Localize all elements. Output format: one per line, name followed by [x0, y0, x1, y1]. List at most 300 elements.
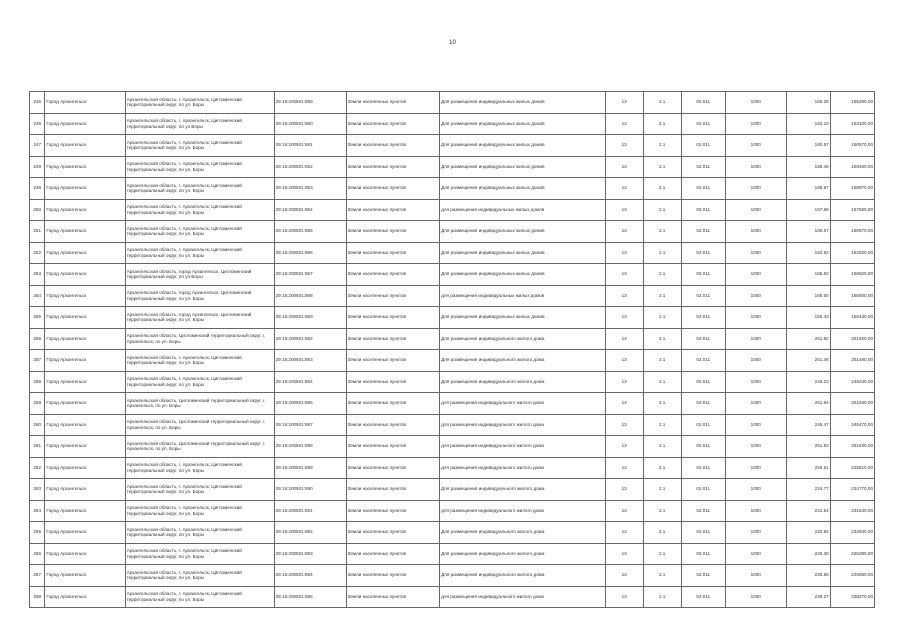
date-cell: 02.011: [681, 500, 725, 522]
code-cell: 13: [605, 242, 643, 264]
permitted-use-cell: для размещения индивидуального жилого дома: [440, 500, 606, 522]
table-row: [30, 522, 875, 544]
permitted-use-cell: Для размещения индивидуальных жилых домов: [440, 135, 606, 157]
address-cell: Архангельская область, Цигломенский территориальный округ, г. Архангельск, по ул. Боры: [125, 436, 274, 458]
land-category-cell: Земли населенных пунктов: [346, 264, 440, 286]
cadastral-number-cell: 29:16:200501:888: [274, 436, 346, 458]
group-cell: 2.1: [643, 371, 681, 393]
area-cell: 245.47: [786, 414, 830, 436]
total-cell: 231540,00: [830, 500, 874, 522]
area-cell: 165.28: [786, 92, 830, 114]
permitted-use-cell: для размещения индивидуальных жилых домов: [440, 199, 606, 221]
land-category-cell: Земли населенных пунктов: [346, 242, 440, 264]
area-cell: 166.82: [786, 264, 830, 286]
date-cell: 02.011: [681, 113, 725, 135]
permitted-use-cell: для размещения индивидуального жилого дома: [440, 457, 606, 479]
date-cell: 02.011: [681, 522, 725, 544]
group-cell: 2.1: [643, 436, 681, 458]
rate-cell: 1000: [725, 307, 786, 329]
area-cell: 232.94: [786, 522, 830, 544]
total-cell: 158460,00: [830, 156, 874, 178]
rate-cell: 1000: [725, 135, 786, 157]
row-number: 260: [30, 414, 45, 436]
land-category-cell: Земли населенных пунктов: [346, 436, 440, 458]
group-cell: 2.1: [643, 178, 681, 200]
table-row: [30, 457, 875, 479]
total-cell: 246230,00: [830, 371, 874, 393]
row-number: 251: [30, 221, 45, 243]
permitted-use-cell: Для размещения индивидуальных жилых домов: [440, 264, 606, 286]
row-number: 259: [30, 393, 45, 415]
cadastral-number-cell: 29:16:200501:895: [274, 586, 346, 608]
land-category-cell: Земли населенных пунктов: [346, 543, 440, 565]
code-cell: 13: [605, 307, 643, 329]
land-category-cell: Земли населенных пунктов: [346, 479, 440, 501]
rate-cell: 1000: [725, 457, 786, 479]
permitted-use-cell: Для размещения индивидуальных жилых домов: [440, 221, 606, 243]
group-cell: 2.1: [643, 92, 681, 114]
group-cell: 2.1: [643, 479, 681, 501]
rate-cell: 1000: [725, 92, 786, 114]
row-number: 252: [30, 242, 45, 264]
area-cell: 251.92: [786, 328, 830, 350]
cadastral-number-cell: 29:16:200501:893: [274, 543, 346, 565]
table-row: [30, 113, 875, 135]
area-cell: 163.10: [786, 113, 830, 135]
code-cell: 13: [605, 264, 643, 286]
cadastral-number-cell: 29:16:200501:887: [274, 414, 346, 436]
table-row: [30, 242, 875, 264]
address-cell: Архангельская область, г. Архангельск, Цигломенский территориальный округ, по ул. Боры: [125, 221, 274, 243]
rate-cell: 1000: [725, 436, 786, 458]
date-cell: 02.011: [681, 371, 725, 393]
address-cell: Архангельская область, Цигломенский территориальный округ, г. Архангельск, по ул. Боры: [125, 414, 274, 436]
rate-cell: 1000: [725, 500, 786, 522]
group-cell: 2.1: [643, 500, 681, 522]
address-cell: Архангельская область, г. Архангельск, Цигломенский территориальный округ, по ул. Боры: [125, 543, 274, 565]
total-cell: 167660,00: [830, 199, 874, 221]
row-number: 266: [30, 543, 45, 565]
cadastral-number-cell: 29:16:200501:886: [274, 393, 346, 415]
code-cell: 13: [605, 178, 643, 200]
address-cell: Архангельская область, г. Архангельск, Цигломенский территориальный округ, по ул.Боры: [125, 113, 274, 135]
rate-cell: 1000: [725, 221, 786, 243]
rate-cell: 1000: [725, 264, 786, 286]
row-number: 263: [30, 479, 45, 501]
total-cell: 224770,00: [830, 479, 874, 501]
address-cell: Архангельская область, г. Архангельск, Цигломенский территориальный округ, по ул. Боры: [125, 500, 274, 522]
table-row: [30, 221, 875, 243]
area-cell: 224.77: [786, 479, 830, 501]
date-cell: 02.011: [681, 565, 725, 587]
cadastral-number-cell: 29:16:200501:891: [274, 500, 346, 522]
row-number: 264: [30, 500, 45, 522]
area-cell: 251.48: [786, 350, 830, 372]
municipality-cell: Город Архангельск: [45, 264, 125, 286]
municipality-cell: Город Архангельск: [45, 522, 125, 544]
date-cell: 02.011: [681, 307, 725, 329]
permitted-use-cell: Для размещения индивидуальных жилых домов: [440, 113, 606, 135]
land-category-cell: Земли населенных пунктов: [346, 199, 440, 221]
date-cell: 02.011: [681, 457, 725, 479]
permitted-use-cell: Для размещения индивидуального жилого дома: [440, 479, 606, 501]
address-cell: Архангельская область, город Архангельск, Цигломенский территориальный округ, по ул.Боры: [125, 264, 274, 286]
total-cell: 251830,00: [830, 436, 874, 458]
cadastral-number-cell: 29:16:200501:868: [274, 285, 346, 307]
code-cell: 13: [605, 500, 643, 522]
rate-cell: 1000: [725, 350, 786, 372]
total-cell: 168970,00: [830, 178, 874, 200]
row-number: 253: [30, 264, 45, 286]
cadastral-number-cell: 29:16:200501:883: [274, 350, 346, 372]
table-row: [30, 586, 875, 608]
area-cell: 225.39: [786, 543, 830, 565]
municipality-cell: Город Архангельск: [45, 221, 125, 243]
date-cell: 02.011: [681, 285, 725, 307]
code-cell: 13: [605, 199, 643, 221]
date-cell: 02.011: [681, 414, 725, 436]
rate-cell: 1000: [725, 522, 786, 544]
address-cell: Архангельская область, г. Архангельск, Цигломенский территориальный округ, по ул. Боры: [125, 135, 274, 157]
permitted-use-cell: для размещения индивидуального жилого дома: [440, 586, 606, 608]
address-cell: Архангельская область, г. Архангельск, Цигломенский территориальный округ, по ул. Боры: [125, 156, 274, 178]
municipality-cell: Город Архангельск: [45, 285, 125, 307]
table-body: [30, 92, 875, 608]
area-cell: 251.83: [786, 436, 830, 458]
cadastral-number-cell: 29:16:200501:863: [274, 178, 346, 200]
land-category-cell: Земли населенных пунктов: [346, 522, 440, 544]
land-category-cell: Земли населенных пунктов: [346, 565, 440, 587]
row-number: 249: [30, 178, 45, 200]
land-category-cell: Земли населенных пунктов: [346, 500, 440, 522]
municipality-cell: Город Архангельск: [45, 436, 125, 458]
rate-cell: 1000: [725, 586, 786, 608]
date-cell: 02.011: [681, 264, 725, 286]
rate-cell: 1000: [725, 543, 786, 565]
rate-cell: 1000: [725, 242, 786, 264]
group-cell: 2.1: [643, 113, 681, 135]
permitted-use-cell: для размещения индивидуального жилого дома: [440, 436, 606, 458]
row-number: 246: [30, 113, 45, 135]
code-cell: 13: [605, 135, 643, 157]
row-number: 256: [30, 328, 45, 350]
permitted-use-cell: Для размещения индивидуального жилого дома: [440, 328, 606, 350]
group-cell: 2.1: [643, 285, 681, 307]
date-cell: 02.011: [681, 586, 725, 608]
code-cell: 13: [605, 156, 643, 178]
area-cell: 156.43: [786, 307, 830, 329]
permitted-use-cell: Для размещения индивидуального жилого дома: [440, 522, 606, 544]
total-cell: 251920,00: [830, 328, 874, 350]
municipality-cell: Город Архангельск: [45, 457, 125, 479]
permitted-use-cell: для размещения индивидуального жилого дома: [440, 414, 606, 436]
total-cell: 165280,00: [830, 92, 874, 114]
date-cell: 02.011: [681, 156, 725, 178]
rate-cell: 1000: [725, 393, 786, 415]
code-cell: 13: [605, 522, 643, 544]
permitted-use-cell: Для размещения индивидуальных жилых домов: [440, 307, 606, 329]
code-cell: 13: [605, 436, 643, 458]
land-registry-table: [29, 91, 875, 608]
rate-cell: 1000: [725, 156, 786, 178]
row-number: 268: [30, 586, 45, 608]
area-cell: 160.57: [786, 135, 830, 157]
land-category-cell: Земли населенных пунктов: [346, 371, 440, 393]
code-cell: 13: [605, 92, 643, 114]
code-cell: 13: [605, 565, 643, 587]
code-cell: 13: [605, 328, 643, 350]
date-cell: 02.011: [681, 328, 725, 350]
area-cell: 231.54: [786, 500, 830, 522]
row-number: 258: [30, 371, 45, 393]
table-row: [30, 264, 875, 286]
area-cell: 246.23: [786, 371, 830, 393]
area-cell: 160.67: [786, 221, 830, 243]
total-cell: 160670,00: [830, 221, 874, 243]
total-cell: 225510,00: [830, 457, 874, 479]
rate-cell: 1000: [725, 113, 786, 135]
land-category-cell: Земли населенных пунктов: [346, 328, 440, 350]
code-cell: 13: [605, 543, 643, 565]
cadastral-number-cell: 29:16:200501:882: [274, 328, 346, 350]
address-cell: Архангельская область, Цигломенский территориальный округ, г. Архангельск, по ул. Боры: [125, 393, 274, 415]
address-cell: Архангельская область, г. Архангельск, Цигломенский территориальный округ, по ул. Боры: [125, 242, 274, 264]
row-number: 261: [30, 436, 45, 458]
group-cell: 2.1: [643, 543, 681, 565]
group-cell: 2.1: [643, 221, 681, 243]
permitted-use-cell: Для размещения индивидуального жилого дома: [440, 371, 606, 393]
municipality-cell: Город Архангельск: [45, 543, 125, 565]
date-cell: 02.011: [681, 135, 725, 157]
area-cell: 165.60: [786, 285, 830, 307]
land-category-cell: Земли населенных пунктов: [346, 393, 440, 415]
address-cell: Архангельская область, город Архангельск, Цигломенский территориальный округ, по ул. Боры: [125, 285, 274, 307]
municipality-cell: Город Архангельск: [45, 414, 125, 436]
rate-cell: 1000: [725, 285, 786, 307]
address-cell: Архангельская область, г. Архангельск, Цигломенский территориальный округ, по ул. Боры: [125, 371, 274, 393]
address-cell: Архангельская область, г. Архангельск, Цигломенский территориальный округ, по ул. Боры: [125, 522, 274, 544]
code-cell: 13: [605, 285, 643, 307]
total-cell: 166820,00: [830, 264, 874, 286]
table-row: [30, 479, 875, 501]
rate-cell: 1000: [725, 371, 786, 393]
group-cell: 2.1: [643, 522, 681, 544]
address-cell: Архангельская область, г. Архангельск, Цигломенский территориальный округ, по ул. Боры: [125, 457, 274, 479]
municipality-cell: Город Архангельск: [45, 350, 125, 372]
land-category-cell: Земли населенных пунктов: [346, 221, 440, 243]
permitted-use-cell: Для размещения индивидуального жилого дома: [440, 565, 606, 587]
cadastral-number-cell: 29:16:200501:866: [274, 242, 346, 264]
group-cell: 2.1: [643, 328, 681, 350]
group-cell: 2.1: [643, 457, 681, 479]
total-cell: 232940,00: [830, 522, 874, 544]
date-cell: 02.011: [681, 436, 725, 458]
table-row: [30, 414, 875, 436]
municipality-cell: Город Архангельск: [45, 307, 125, 329]
date-cell: 02.011: [681, 479, 725, 501]
municipality-cell: Город Архангельск: [45, 92, 125, 114]
cadastral-number-cell: 29:16:200501:860: [274, 113, 346, 135]
row-number: 245: [30, 92, 45, 114]
code-cell: 13: [605, 457, 643, 479]
date-cell: 02.011: [681, 543, 725, 565]
rate-cell: 1000: [725, 199, 786, 221]
table-row: [30, 393, 875, 415]
land-category-cell: Земли населенных пунктов: [346, 285, 440, 307]
code-cell: 13: [605, 350, 643, 372]
rate-cell: 1000: [725, 178, 786, 200]
area-cell: 168.97: [786, 178, 830, 200]
cadastral-number-cell: 29:16:200501:867: [274, 264, 346, 286]
group-cell: 2.1: [643, 307, 681, 329]
table-row: [30, 92, 875, 114]
group-cell: 2.1: [643, 264, 681, 286]
table-row: [30, 543, 875, 565]
cadastral-number-cell: 29:16:200501:862: [274, 156, 346, 178]
address-cell: Архангельская область, г. Архангельск, Цигломенский территориальный округ, по ул. Боры: [125, 586, 274, 608]
date-cell: 02.011: [681, 221, 725, 243]
address-cell: Архангельская область, г. Архангельск, Цигломенский территориальный округ, по ул. Боры: [125, 178, 274, 200]
land-category-cell: Земли населенных пунктов: [346, 156, 440, 178]
permitted-use-cell: Для размещения индивидуальных жилых домов: [440, 242, 606, 264]
date-cell: 02.011: [681, 199, 725, 221]
address-cell: Архангельская область, г. Архангельск, Цигломенский территориальный округ, по ул. Боры: [125, 350, 274, 372]
row-number: 257: [30, 350, 45, 372]
date-cell: 02.011: [681, 393, 725, 415]
table-row: [30, 178, 875, 200]
table-row: [30, 500, 875, 522]
total-cell: 245470,00: [830, 414, 874, 436]
cadastral-number-cell: 29:16:200501:869: [274, 307, 346, 329]
cadastral-number-cell: 29:16:200501:859: [274, 92, 346, 114]
row-number: 254: [30, 285, 45, 307]
area-cell: 251.94: [786, 393, 830, 415]
permitted-use-cell: Для размещения индивидуальных жилых домов: [440, 156, 606, 178]
date-cell: 02.011: [681, 242, 725, 264]
code-cell: 13: [605, 586, 643, 608]
table-row: [30, 307, 875, 329]
land-category-cell: Земли населенных пунктов: [346, 92, 440, 114]
row-number: 247: [30, 135, 45, 157]
cadastral-number-cell: 29:16:200501:890: [274, 479, 346, 501]
cadastral-number-cell: 29:16:200501:865: [274, 221, 346, 243]
rate-cell: 1000: [725, 565, 786, 587]
municipality-cell: Город Архангельск: [45, 113, 125, 135]
permitted-use-cell: Для размещения индивидуального жилого дома: [440, 350, 606, 372]
total-cell: 251940,00: [830, 393, 874, 415]
total-cell: 225390,00: [830, 543, 874, 565]
table-row: [30, 565, 875, 587]
group-cell: 2.1: [643, 393, 681, 415]
total-cell: 225580,00: [830, 565, 874, 587]
cadastral-number-cell: 29:16:200501:884: [274, 371, 346, 393]
municipality-cell: Город Архангельск: [45, 135, 125, 157]
table-row: [30, 156, 875, 178]
area-cell: 162.92: [786, 242, 830, 264]
municipality-cell: Город Архангельск: [45, 328, 125, 350]
group-cell: 2.1: [643, 350, 681, 372]
row-number: 262: [30, 457, 45, 479]
code-cell: 13: [605, 479, 643, 501]
municipality-cell: Город Архангельск: [45, 586, 125, 608]
table-row: [30, 350, 875, 372]
address-cell: Архангельская область, г. Архангельск, Цигломенский территориальный округ, по ул. Боры: [125, 92, 274, 114]
row-number: 267: [30, 565, 45, 587]
cadastral-number-cell: 29:16:200501:889: [274, 457, 346, 479]
permitted-use-cell: Для размещения индивидуального жилого дома: [440, 543, 606, 565]
address-cell: Архангельская область, г. Архангельск, Цигломенский территориальный округ, по ул. Боры: [125, 565, 274, 587]
land-category-cell: Земли населенных пунктов: [346, 113, 440, 135]
land-category-cell: Земли населенных пунктов: [346, 307, 440, 329]
cadastral-number-cell: 29:16:200501:892: [274, 522, 346, 544]
municipality-cell: Город Архангельск: [45, 371, 125, 393]
date-cell: 02.011: [681, 350, 725, 372]
total-cell: 160570,00: [830, 135, 874, 157]
cadastral-number-cell: 29:16:200501:864: [274, 199, 346, 221]
row-number: 255: [30, 307, 45, 329]
table-row: [30, 199, 875, 221]
land-category-cell: Земли населенных пунктов: [346, 586, 440, 608]
total-cell: 163100,00: [830, 113, 874, 135]
total-cell: 251480,00: [830, 350, 874, 372]
group-cell: 2.1: [643, 156, 681, 178]
municipality-cell: Город Архангельск: [45, 242, 125, 264]
rate-cell: 1000: [725, 414, 786, 436]
municipality-cell: Город Архангельск: [45, 565, 125, 587]
rate-cell: 1000: [725, 479, 786, 501]
address-cell: Архангельская область, г. Архангельск, Цигломенский территориальный округ, по ул. Боры: [125, 199, 274, 221]
code-cell: 13: [605, 221, 643, 243]
municipality-cell: Город Архангельск: [45, 156, 125, 178]
cadastral-number-cell: 29:16:200501:861: [274, 135, 346, 157]
municipality-cell: Город Архангельск: [45, 479, 125, 501]
page-number: 10: [449, 40, 456, 46]
municipality-cell: Город Архангельск: [45, 393, 125, 415]
area-cell: 225.51: [786, 457, 830, 479]
total-cell: 238270,00: [830, 586, 874, 608]
permitted-use-cell: для размещения индивидуальных жилых домов: [440, 285, 606, 307]
code-cell: 13: [605, 414, 643, 436]
date-cell: 02.011: [681, 92, 725, 114]
municipality-cell: Город Архангельск: [45, 199, 125, 221]
code-cell: 13: [605, 393, 643, 415]
land-category-cell: Земли населенных пунктов: [346, 414, 440, 436]
table-row: [30, 371, 875, 393]
address-cell: Архангельская область, г. Архангельск, Цигломенский территориальный округ, по ул. Боры: [125, 479, 274, 501]
group-cell: 2.1: [643, 565, 681, 587]
date-cell: 02.011: [681, 178, 725, 200]
permitted-use-cell: Для размещения индивидуальных жилых домов: [440, 92, 606, 114]
area-cell: 167.66: [786, 199, 830, 221]
group-cell: 2.1: [643, 199, 681, 221]
permitted-use-cell: Для размещения индивидуальных жилых домов: [440, 178, 606, 200]
area-cell: 158.46: [786, 156, 830, 178]
total-cell: 156430,00: [830, 307, 874, 329]
cadastral-number-cell: 29:16:200501:894: [274, 565, 346, 587]
code-cell: 13: [605, 371, 643, 393]
group-cell: 2.1: [643, 135, 681, 157]
land-category-cell: Земли населенных пунктов: [346, 350, 440, 372]
address-cell: Архангельская область, город Архангельск, Цигломенский территориальный округ, по ул. Боры: [125, 307, 274, 329]
land-category-cell: Земли населенных пунктов: [346, 178, 440, 200]
row-number: 265: [30, 522, 45, 544]
table-row: [30, 328, 875, 350]
table-row: [30, 436, 875, 458]
area-cell: 238.27: [786, 586, 830, 608]
group-cell: 2.1: [643, 586, 681, 608]
permitted-use-cell: для размещения индивидуального жилого дома: [440, 393, 606, 415]
code-cell: 13: [605, 113, 643, 135]
